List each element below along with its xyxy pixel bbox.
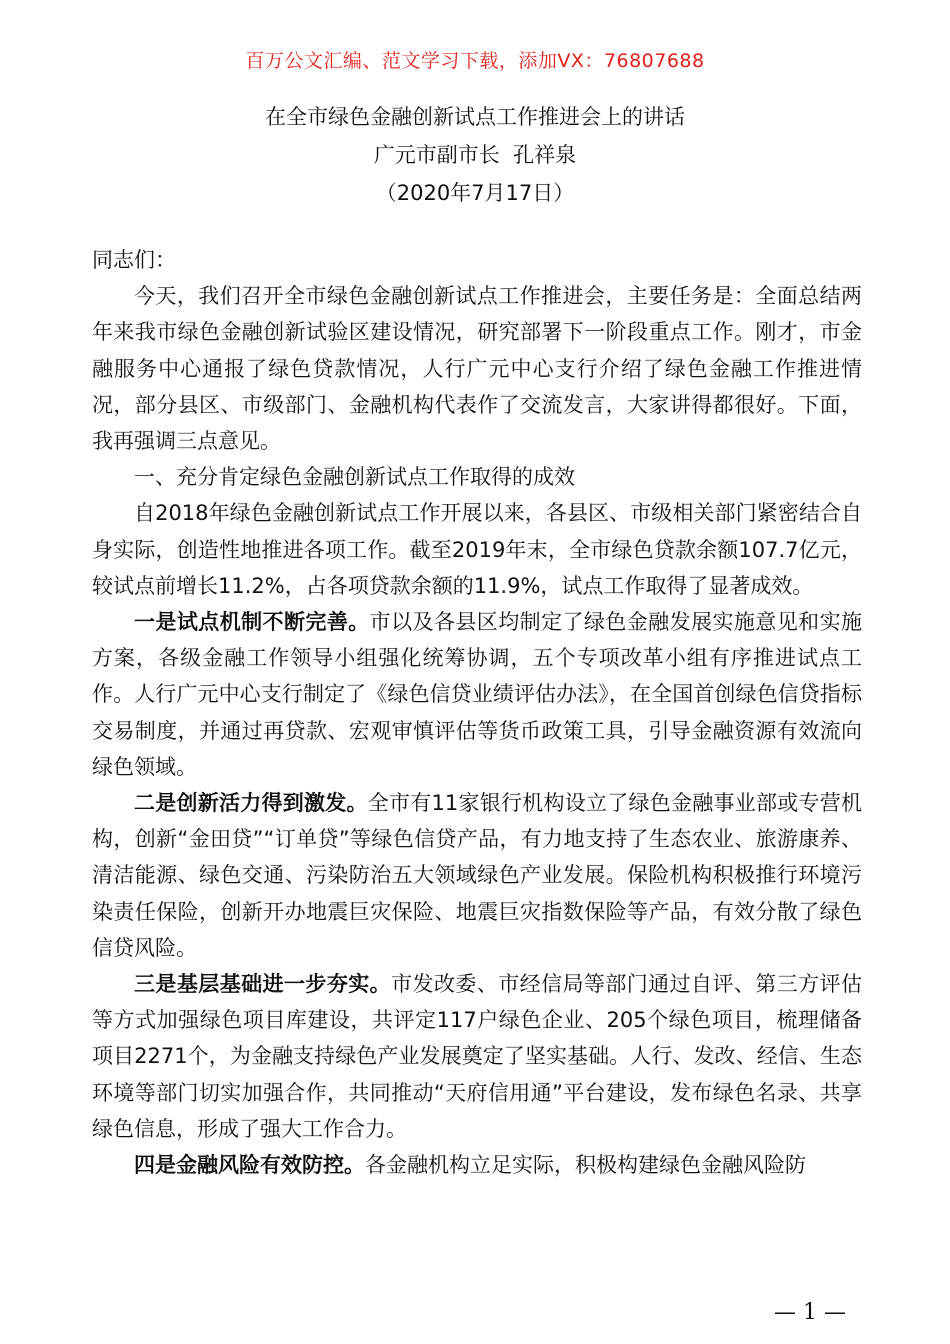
salutation: 同志们：	[92, 248, 176, 272]
point-paragraph-3	[92, 966, 862, 1147]
point-text: 全市有11家银行机构设立了绿色金融事业部或专营机构，创新“金田贷”“订单贷”等绿色信贷产品，有力地支持了生态农业、旅游康养、清洁能源、绿色交通、污染防治五大领域绿色产业发展。保险机构积极推行环境污染责任保险，创新开办地震巨灾保险、地震巨灾指数保险等产品，有效分散了绿色信贷风险。	[92, 791, 862, 960]
document-title: 在全市绿色金融创新试点工作推进会上的讲话	[265, 105, 685, 129]
point-paragraph-4	[92, 1147, 862, 1183]
document-header	[0, 98, 950, 212]
point-lead: 三是基层基础进一步夯实。	[134, 972, 392, 997]
point-paragraph-2	[92, 785, 862, 966]
page-number: — 1 —	[774, 1300, 846, 1325]
point-lead: 二是创新活力得到激发。	[134, 791, 368, 816]
watermark-banner: 百万公文汇编、范文学习下载，添加VX：76807688	[245, 50, 705, 72]
document-body	[92, 242, 862, 1183]
section-heading: 一、充分肯定绿色金融创新试点工作取得的成效	[134, 465, 575, 490]
point-lead: 四是金融风险有效防控。	[134, 1153, 365, 1178]
speech-date: （2020年7月17日）	[375, 181, 575, 205]
section-intro-paragraph: 自2018年绿色金融创新试点工作开展以来，各县区、市级相关部门紧密结合自身实际，创造性地推进各项工作。截至2019年末，全市绿色贷款余额107.7亿元，较试点前增长11.2%，占各项贷款余额的11.9%，试点工作取得了显著成效。	[92, 501, 862, 598]
point-lead: 一是试点机制不断完善。	[134, 610, 370, 635]
intro-paragraph: 今天，我们召开全市绿色金融创新试点工作推进会，主要任务是：全面总结两年来我市绿色金融创新试验区建设情况，研究部署下一阶段重点工作。刚才，市金融服务中心通报了绿色贷款情况，人行广元中心支行介绍了绿色金融工作推进情况，部分县区、市级部门、金融机构代表作了交流发言，大家讲得都很好。下面，我再强调三点意见。	[92, 284, 862, 454]
point-text: 市发改委、市经信局等部门通过自评、第三方评估等方式加强绿色项目库建设，共评定117户绿色企业、205个绿色项目，梳理储备项目2271个，为金融支持绿色产业发展奠定了坚实基础。人行、发改、经信、生态环境等部门切实加强合作，共同推动“天府信用通”平台建设，发布绿色名录、共享绿色信息，形成了强大工作合力。	[92, 972, 863, 1141]
speaker-line: 广元市副市长 孔祥泉	[373, 143, 577, 167]
point-text: 市以及各县区均制定了绿色金融发展实施意见和实施方案，各级金融工作领导小组强化统筹协调，五个专项改革小组有序推进试点工作。人行广元中心支行制定了《绿色信贷业绩评估办法》，在全国首创绿色信贷指标交易制度，并通过再贷款、宏观审慎评估等货币政策工具，引导金融资源有效流向绿色领域。	[92, 610, 863, 779]
point-paragraph-1	[92, 604, 862, 785]
point-text: 各金融机构立足实际，积极构建绿色金融风险防	[365, 1153, 806, 1178]
